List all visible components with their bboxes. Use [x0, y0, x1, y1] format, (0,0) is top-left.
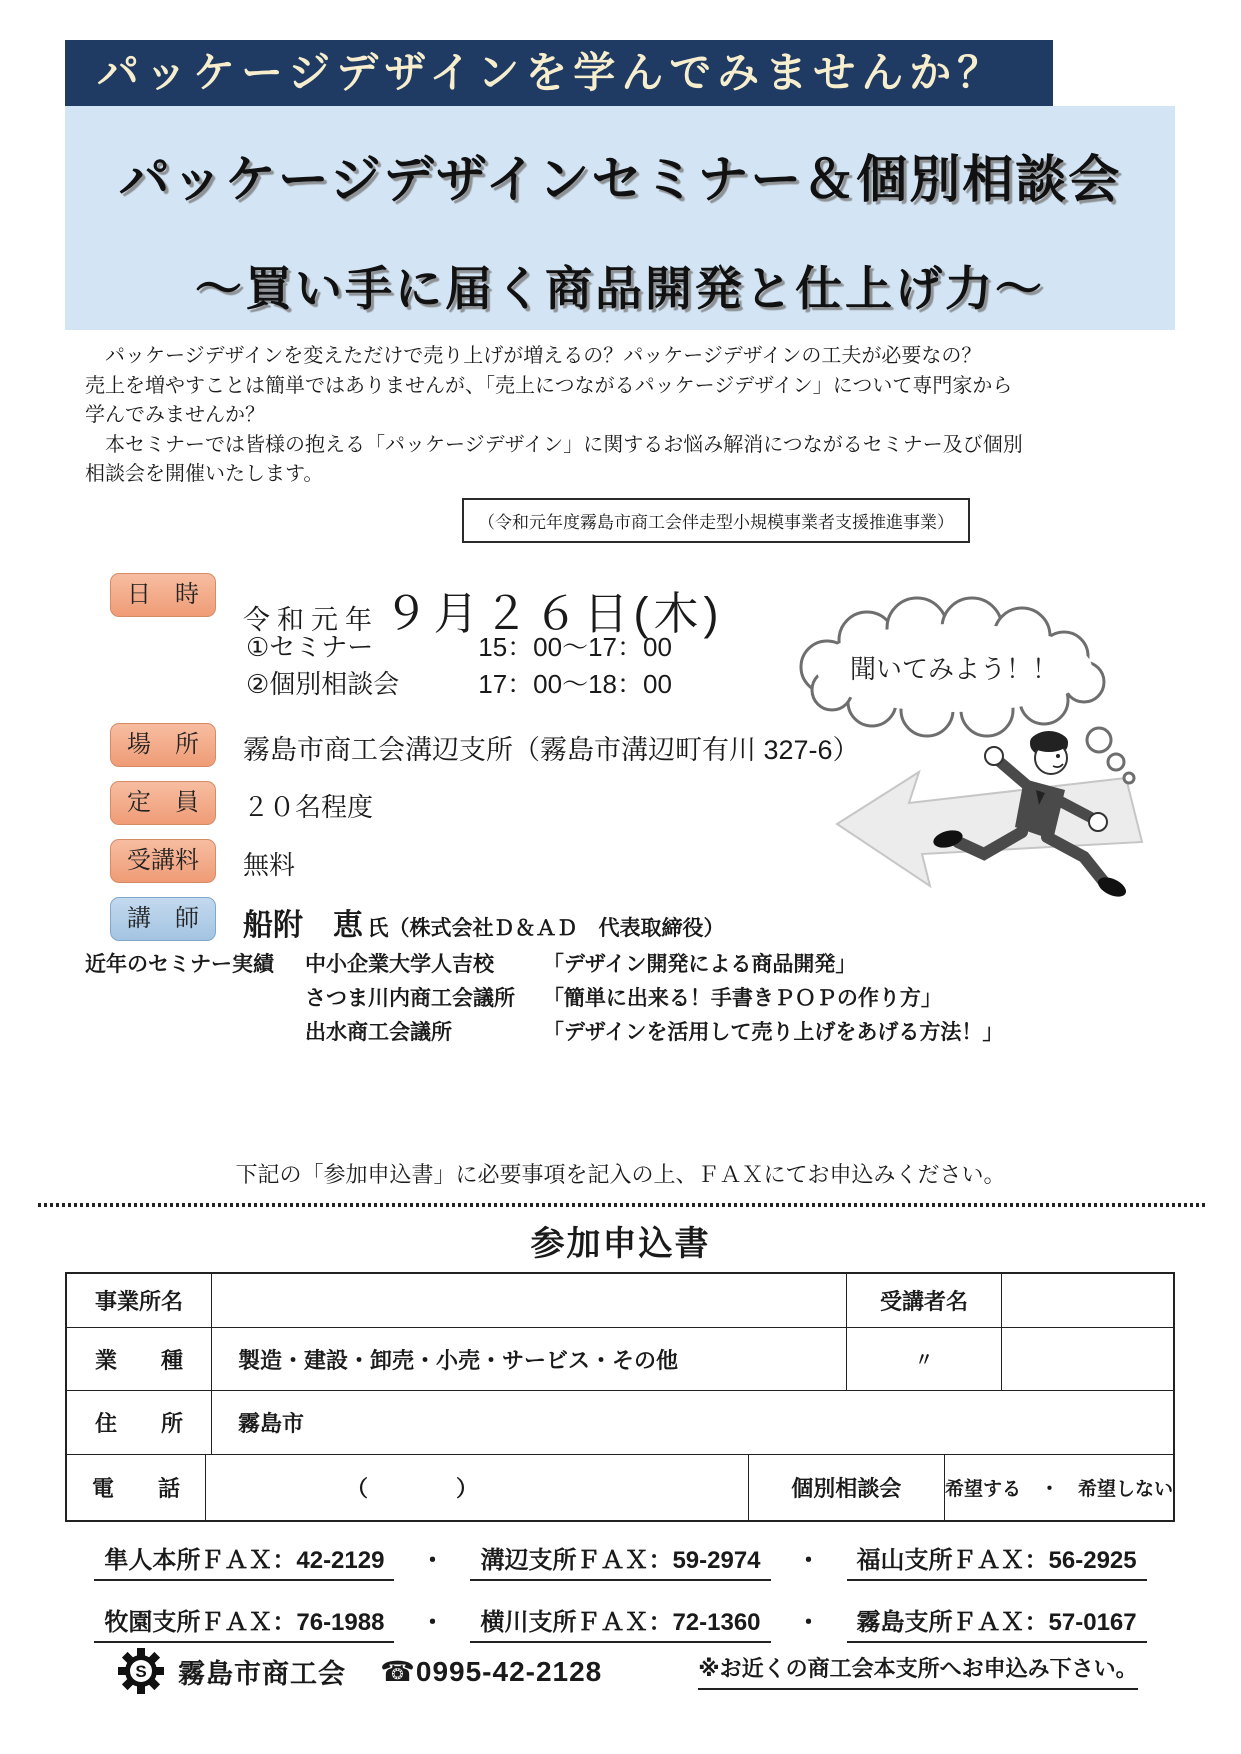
form-label-industry: 業 種 — [67, 1328, 212, 1390]
intro-line: 売上を増やすことは簡単ではありませんが、「売上につながるパッケージデザイン」について専門家から — [85, 374, 1013, 397]
intro-line: 学んでみませんか？ — [85, 404, 265, 426]
program-note: （令和元年度霧島市商工会伴走型小規模事業者支援推進事業） — [478, 513, 954, 532]
label-datetime: 日 時 — [110, 573, 216, 617]
intro-line: パッケージデザインを変えただけで売り上げが増えるの？パッケージデザインの工夫が必要なの？ — [85, 345, 982, 367]
footer — [118, 1648, 1208, 1694]
fee-value: 無料 — [243, 850, 296, 880]
history-row — [305, 1016, 1125, 1050]
capacity-value: ２０名程度 — [243, 792, 374, 822]
form-input-attendee-name — [1002, 1274, 1173, 1327]
form-label-address: 住 所 — [67, 1391, 212, 1454]
label-lecturer: 講 師 — [110, 897, 216, 941]
form-row-business — [67, 1274, 1173, 1328]
lecturer-title: 氏（株式会社Ｄ＆ＡＤ 代表取締役） — [367, 917, 725, 940]
form-label-consult: 個別相談会 — [749, 1455, 945, 1520]
fax-number: 牧園支所ＦＡＸ：76-1988 — [94, 1609, 394, 1643]
schedule-name: ①セミナー — [246, 632, 374, 662]
form-input-business-name — [212, 1274, 847, 1327]
label-place: 場 所 — [110, 723, 216, 767]
footer-note: ※お近くの商工会本支所へお申込み下さい。 — [698, 1652, 1137, 1690]
form-options-industry: 製造・建設・卸売・小売・サービス・その他 — [212, 1328, 847, 1390]
title-box — [65, 106, 1175, 330]
fax-number: 霧島支所ＦＡＸ：57-0167 — [847, 1609, 1147, 1643]
seminar-title: パッケージデザインセミナー＆個別相談会 — [118, 151, 1122, 208]
form-row-phone — [67, 1455, 1173, 1520]
history-org: 出水商工会議所 — [305, 1021, 452, 1044]
fax-separator: ・ — [796, 1609, 821, 1636]
form-input-attendee-name-2 — [1002, 1328, 1173, 1390]
banner-text: パッケージデザインを学んでみませんか？ — [97, 49, 1006, 96]
banner — [65, 40, 1053, 106]
lecturer-value — [243, 900, 724, 944]
intro-line: 本セミナーでは皆様の抱える「パッケージデザイン」に関するお悩み解消につながるセミナー及び個別 — [85, 433, 1023, 456]
fax-number-row — [0, 1540, 1241, 1575]
label-fee: 受講料 — [110, 839, 216, 883]
footer-phone: ☎0995-42-2128 — [380, 1655, 603, 1687]
seminar-subtitle: ～買い手に届く商品開発と仕上げ力～ — [195, 262, 1045, 315]
history-topic: 「デザインを活用して売り上げをあげる方法！」 — [542, 1021, 1004, 1044]
history-label: 近年のセミナー実績 — [85, 953, 274, 976]
fax-separator: ・ — [420, 1609, 445, 1636]
bubble-text: 聞いてみよう！！ — [849, 654, 1059, 684]
form-title: 参加申込書 — [530, 1225, 711, 1263]
schedule-row — [246, 628, 672, 666]
place-value: 霧島市商工会溝辺支所（霧島市溝辺町有川 327-6） — [243, 735, 860, 765]
form-input-phone: （ ） — [206, 1455, 749, 1520]
footer-org-name: 霧島市商工会 — [178, 1658, 346, 1689]
cut-line — [38, 1203, 1206, 1207]
history-topic: 「デザイン開発による商品開発」 — [542, 953, 857, 976]
schedule-time: 15：00～17：00 — [478, 632, 672, 662]
history-row — [305, 948, 1125, 982]
chamber-gear-logo-icon — [118, 1648, 164, 1694]
lecturer-name: 船附 恵 — [243, 909, 363, 942]
form-row-address — [67, 1391, 1173, 1455]
history-row — [305, 982, 1125, 1016]
form-row-industry — [67, 1328, 1173, 1391]
form-options-consult: 希望する ・ 希望しない — [944, 1479, 1173, 1500]
fax-separator: ・ — [796, 1547, 821, 1574]
schedule-time: 17：00～18：00 — [478, 669, 672, 699]
form-input-address: 霧島市 — [238, 1411, 305, 1436]
fax-number-row — [0, 1602, 1241, 1637]
fax-number: 横川支所ＦＡＸ：72-1360 — [470, 1609, 770, 1643]
fax-number: 溝辺支所ＦＡＸ：59-2974 — [470, 1547, 770, 1581]
schedule-row — [246, 665, 672, 703]
intro-paragraph — [85, 342, 1035, 490]
history-org: さつま川内商工会議所 — [305, 987, 515, 1010]
form-label-attendee-name: 受講者名 — [847, 1274, 1002, 1327]
history-org: 中小企業大学人吉校 — [305, 953, 494, 976]
datetime-era: 令和元年 — [243, 605, 379, 635]
fax-number: 福山支所ＦＡＸ：56-2925 — [847, 1547, 1147, 1581]
schedule-name: ②個別相談会 — [246, 669, 400, 699]
form-label-business-name: 事業所名 — [67, 1274, 212, 1327]
datetime-date: ９月２６日(木) — [383, 588, 724, 639]
form-label-phone: 電 話 — [67, 1455, 206, 1520]
logo-letter: S — [135, 1662, 147, 1681]
history-topic: 「簡単に出来る！手書きＰＯＰの作り方」 — [542, 987, 942, 1010]
intro-line: 相談会を開催いたします。 — [85, 463, 324, 485]
label-capacity: 定 員 — [110, 781, 216, 825]
fax-number: 隼人本所ＦＡＸ：42-2129 — [94, 1547, 394, 1581]
program-note-box — [462, 498, 970, 543]
application-form-table — [65, 1272, 1175, 1522]
fax-instruction: 下記の「参加申込書」に必要事項を記入の上、ＦＡＸにてお申込みください。 — [235, 1162, 1006, 1187]
fax-separator: ・ — [420, 1547, 445, 1574]
form-ditto-mark: 〃 — [847, 1328, 1002, 1390]
